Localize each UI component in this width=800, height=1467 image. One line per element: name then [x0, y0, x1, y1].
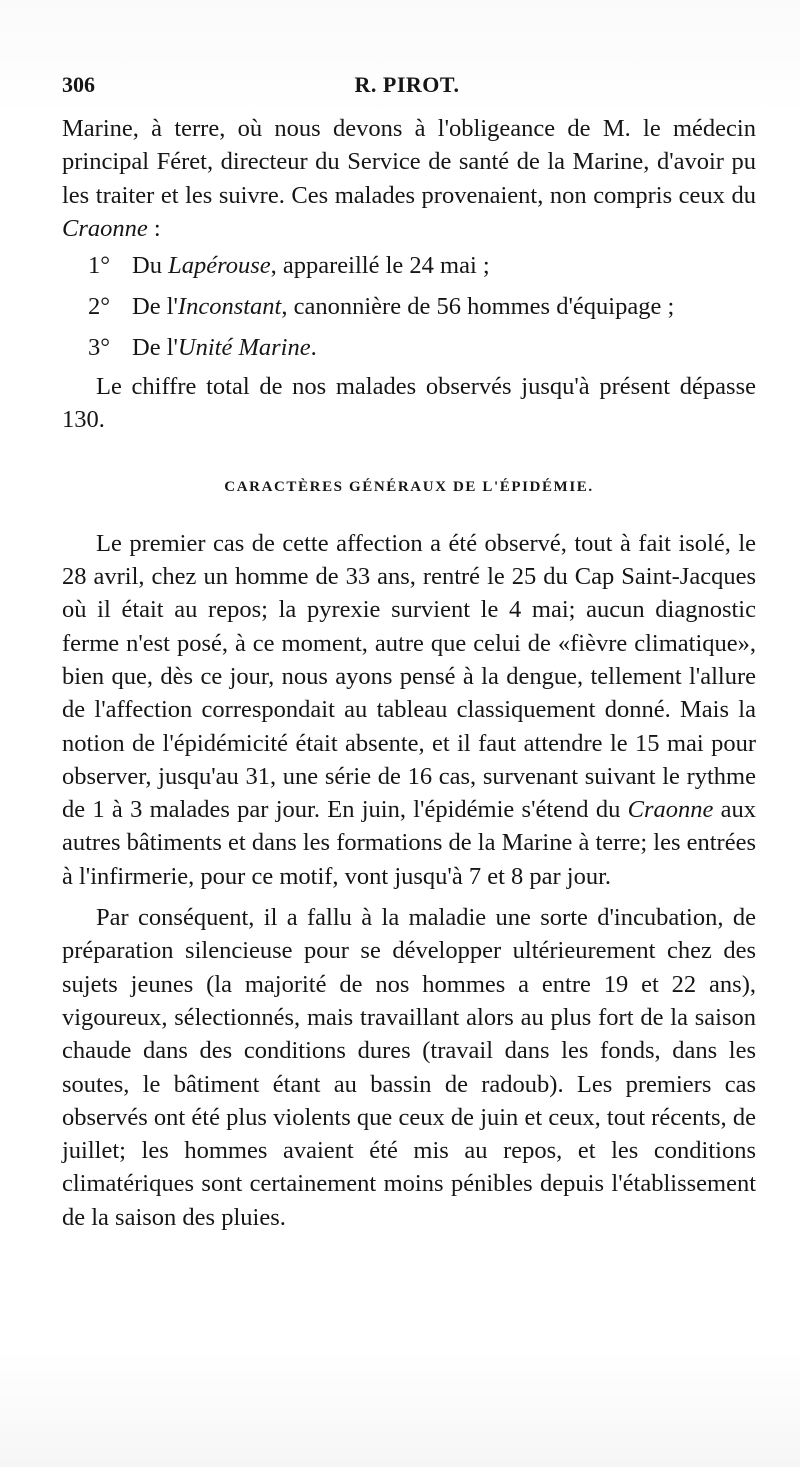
list-prefix: De l': [132, 334, 178, 362]
page-header: [62, 72, 752, 112]
list-item: [62, 327, 756, 368]
paragraph-text: Le premier cas de cette affection a été observé, tout à fait isolé, le 28 avril, chez un homme de 33 ans, rentré le 25 du Cap Saint-Jacques où il était au repos; la pyrexie survient le 4 mai; aucun diagnostic ferme n'est posé, à ce moment, autre que celui de «fièvre climatique», bien que, dès ce jour, nous ayons pensé à la dengue, tellement l'allure de l'affection correspondait au tableau classiquement donné. Mais la notion de l'épidémicité était absente, et il faut attendre le 15 mai pour observer, jusqu'au 31, une série de 16 cas, survenant suivant le rythme de 1 à 3 malades par jour. En juin, l'épidémie s'étend du: [62, 529, 756, 824]
ship-name: Lapérouse: [168, 252, 271, 280]
ship-name: Inconstant: [177, 293, 282, 321]
list-suffix: , canonnière de 56 hommes d'équipage ;: [281, 293, 675, 321]
list-number: 3°: [88, 334, 111, 362]
list-prefix: Du: [132, 252, 169, 280]
ship-name: Unité Marine: [177, 334, 311, 362]
total-paragraph: Le chiffre total de nos malades observés jusqu'à présent dépasse 130.: [62, 373, 756, 434]
paragraph-incubation: Par conséquent, il a fallu à la maladie une sorte d'incubation, de préparation silencieuse pour se développer ultérieurement chez des sujets jeunes (la majorité de nos hommes a entre 19 et 22 ans), vigoureux, sélectionnés, mais travaillant alors au plus fort de la saison chaude dans des conditions dures (travail dans les fonds, dans les soutes, le bâtiment étant au bassin de radoub). Les premiers cas observés ont été plus violents que ceux de juin et ceux, tout récents, de juillet; les hommes avaient été mis au repos, et les conditions climatériques sont certainement moins pénibles depuis l'établissement de la saison des pluies.: [62, 904, 756, 1231]
paragraph-text-end: aux autres bâtiments et dans les formations de la Marine à terre; les entrées à l'infirmerie, pour ce motif, vont jusqu'à 7 et 8 par jour.: [62, 796, 757, 890]
list-number: 1°: [88, 252, 111, 280]
list-prefix: De l': [132, 293, 178, 321]
intro-text: Marine, à terre, où nous devons à l'obligeance de M. le médecin principal Féret, directeur du Service de santé de la Marine, d'avoir pu les traiter et les suivre. Ces malades provenaient, non compris ceux du: [62, 115, 756, 209]
paragraph-first-case: [62, 527, 756, 893]
running-head: R. PIROT.: [354, 72, 460, 97]
ship-name-craonne: Craonne: [62, 214, 148, 242]
list-suffix: .: [310, 334, 317, 362]
section-heading: CARACTÈRES GÉNÉRAUX DE L'ÉPIDÉMIE.: [224, 478, 594, 495]
page-number: 306: [62, 72, 95, 97]
list-item: [62, 245, 756, 286]
intro-end: :: [147, 214, 161, 242]
list-suffix: , appareillé le 24 mai ;: [270, 252, 490, 280]
intro-paragraph: [62, 112, 756, 245]
page-body: [62, 112, 756, 1234]
list-item: [62, 286, 756, 327]
list-number: 2°: [88, 293, 111, 321]
ship-name-craonne: Craonne: [627, 796, 714, 824]
